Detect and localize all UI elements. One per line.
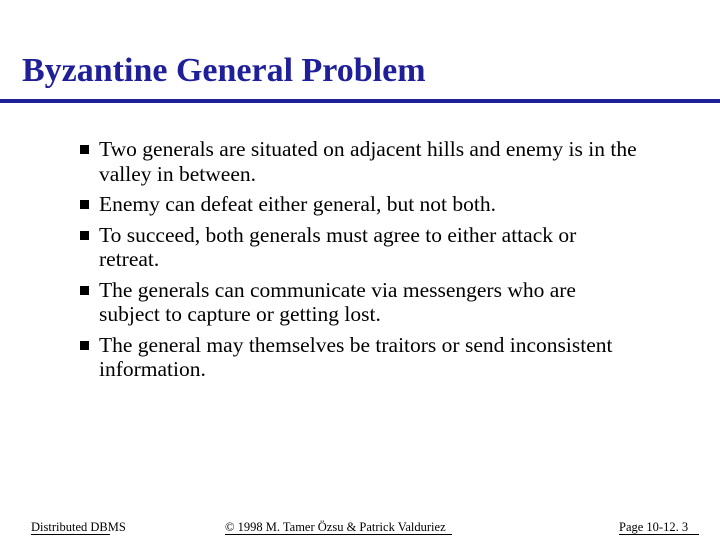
bullet-item — [80, 192, 640, 217]
footer-center-underline — [225, 534, 452, 535]
bullet-text: The general may themselves be traitors or send inconsistent information. — [99, 332, 613, 381]
bullet-text: The generals can communicate via messengers who are subject to capture or getting lost. — [99, 277, 576, 326]
footer-right-underline — [619, 534, 699, 535]
footer-left-underline — [31, 534, 110, 535]
slide-title: Byzantine General Problem — [22, 52, 426, 89]
bullet-list — [80, 137, 640, 388]
footer-copyright: © 1998 M. Tamer Özsu & Patrick Valduriez — [225, 520, 446, 534]
square-bullet-icon — [80, 145, 89, 154]
footer-page-number: Page 10-12. 3 — [619, 520, 689, 534]
square-bullet-icon — [80, 341, 89, 350]
bullet-item — [80, 333, 640, 382]
footer-course-name: Distributed DBMS — [31, 520, 126, 534]
bullet-item — [80, 278, 640, 327]
bullet-item — [80, 137, 640, 186]
square-bullet-icon — [80, 231, 89, 240]
bullet-text: Two generals are situated on adjacent hills and enemy is in the valley in between. — [99, 137, 637, 186]
square-bullet-icon — [80, 200, 89, 209]
bullet-text: Enemy can defeat either general, but not both. — [99, 192, 496, 216]
title-underline — [0, 99, 720, 103]
bullet-text: To succeed, both generals must agree to either attack or retreat. — [99, 222, 577, 271]
square-bullet-icon — [80, 286, 89, 295]
bullet-item — [80, 223, 640, 272]
